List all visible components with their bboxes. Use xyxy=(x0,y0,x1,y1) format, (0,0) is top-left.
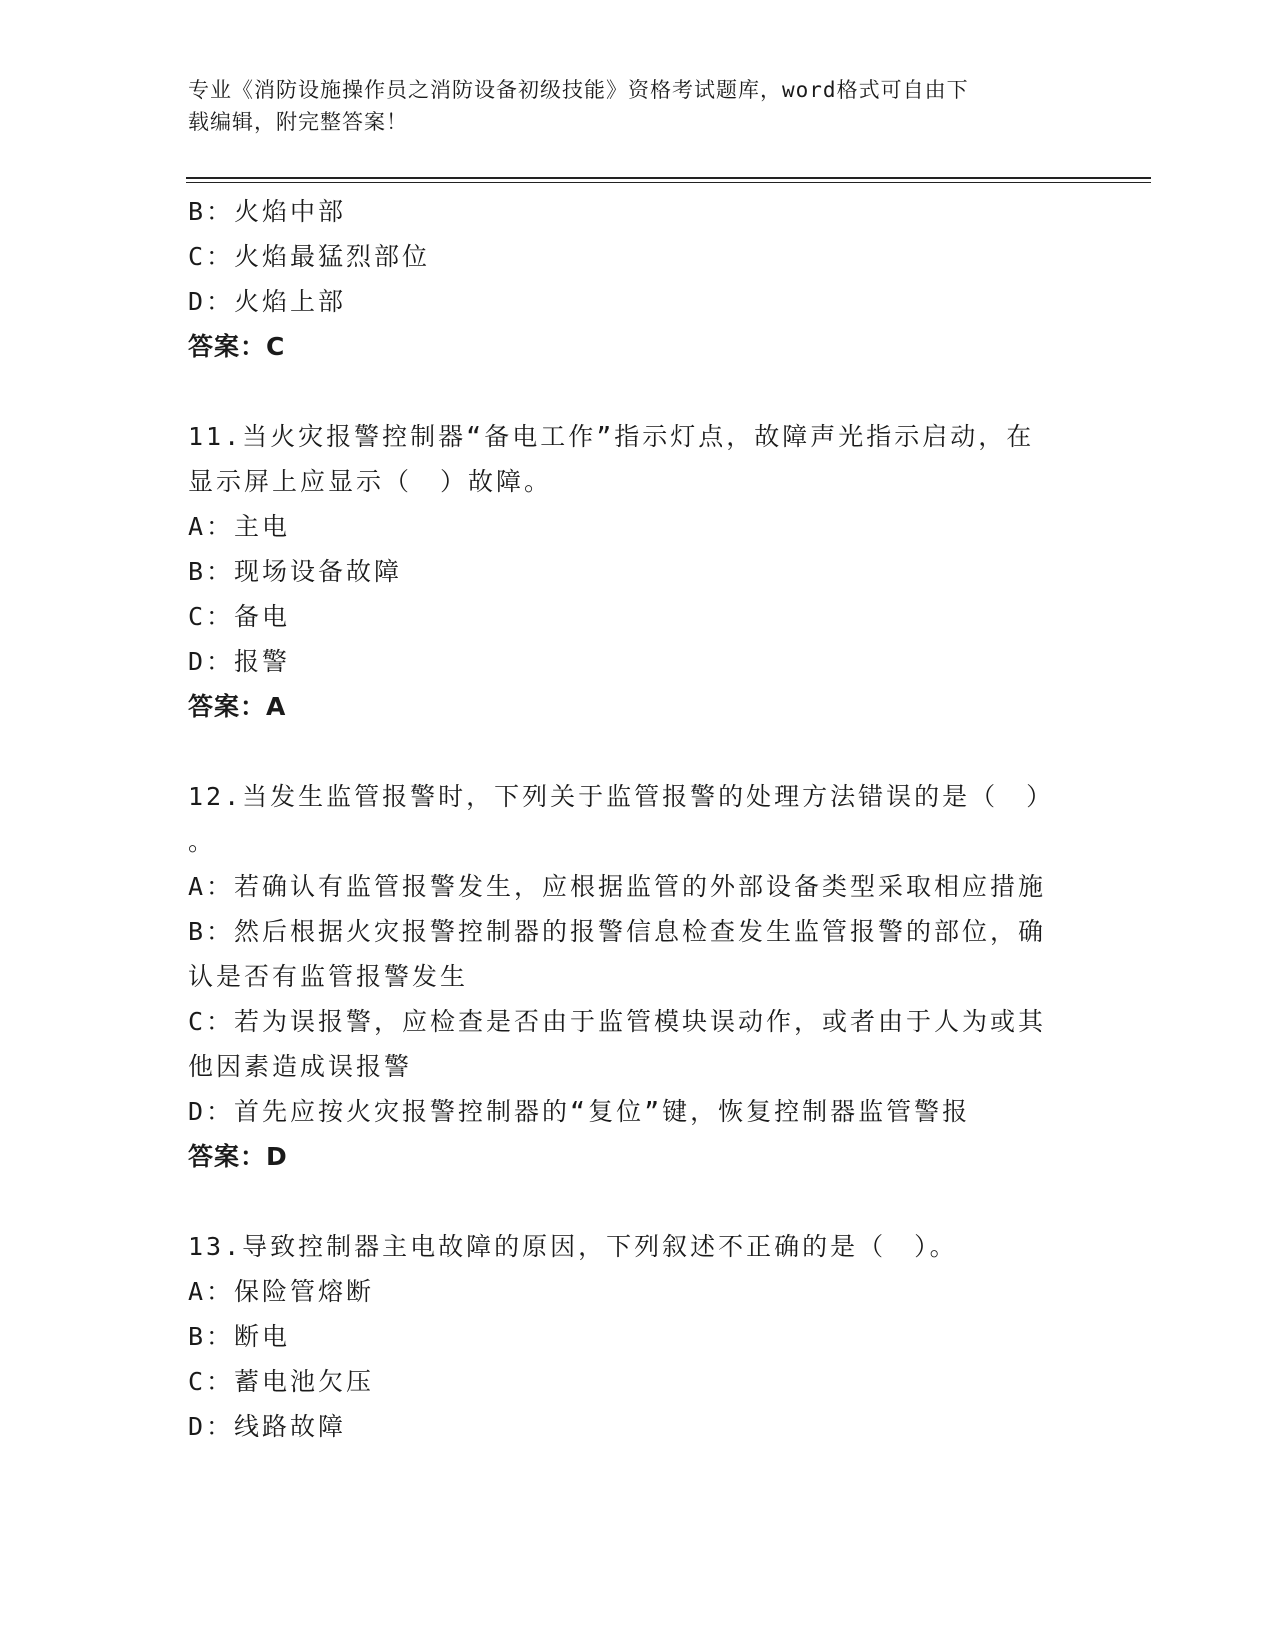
header-divider-thin xyxy=(186,182,1151,183)
document-body xyxy=(188,189,1088,1449)
answer-line: 答案：C xyxy=(188,332,286,361)
answer-line: 答案：A xyxy=(188,692,287,721)
option-a: A：若确认有监管报警发生，应根据监管的外部设备类型采取相应措施 xyxy=(188,872,1047,901)
question-stem-cont: 显示屏上应显示（ ）故障。 xyxy=(188,467,553,496)
answer-line: 答案：D xyxy=(188,1142,288,1171)
option-a: A：保险管熔断 xyxy=(188,1277,375,1306)
option-c: C：火焰最猛烈部位 xyxy=(188,242,431,271)
header-line-2: 载编辑，附完整答案！ xyxy=(188,110,408,134)
option-b-cont: 认是否有监管报警发生 xyxy=(188,962,469,991)
question-stem: 12.当发生监管报警时，下列关于监管报警的处理方法错误的是（ ） xyxy=(188,782,1055,811)
question-stem-cont: 。 xyxy=(188,827,217,856)
option-c: C：备电 xyxy=(188,602,291,631)
header-divider-thick xyxy=(186,177,1151,179)
option-b: B：火焰中部 xyxy=(188,197,347,226)
option-d: D：线路故障 xyxy=(188,1412,347,1441)
question-13 xyxy=(188,1224,1088,1449)
option-d: D：首先应按火灾报警控制器的“复位”键，恢复控制器监管警报 xyxy=(188,1097,971,1126)
option-d: D：火焰上部 xyxy=(188,287,347,316)
document-header xyxy=(188,74,1068,138)
option-c: C：蓄电池欠压 xyxy=(188,1367,375,1396)
spacer xyxy=(188,729,1088,774)
option-b: B：断电 xyxy=(188,1322,291,1351)
question-10-tail xyxy=(188,189,1088,369)
option-c-cont: 他因素造成误报警 xyxy=(188,1052,413,1081)
question-stem: 13.导致控制器主电故障的原因，下列叙述不正确的是（ ）。 xyxy=(188,1232,958,1261)
question-11 xyxy=(188,414,1088,729)
option-b: B：然后根据火灾报警控制器的报警信息检查发生监管报警的部位，确 xyxy=(188,917,1047,946)
question-12 xyxy=(188,774,1088,1179)
header-line-1: 专业《消防设施操作员之消防设备初级技能》资格考试题库，word格式可自由下 xyxy=(188,78,969,102)
option-c: C：若为误报警，应检查是否由于监管模块误动作，或者由于人为或其 xyxy=(188,1007,1047,1036)
option-a: A：主电 xyxy=(188,512,291,541)
option-b: B：现场设备故障 xyxy=(188,557,403,586)
question-stem: 11.当火灾报警控制器“备电工作”指示灯点，故障声光指示启动，在 xyxy=(188,422,1035,451)
spacer xyxy=(188,1179,1088,1224)
option-d: D：报警 xyxy=(188,647,291,676)
spacer xyxy=(188,369,1088,414)
